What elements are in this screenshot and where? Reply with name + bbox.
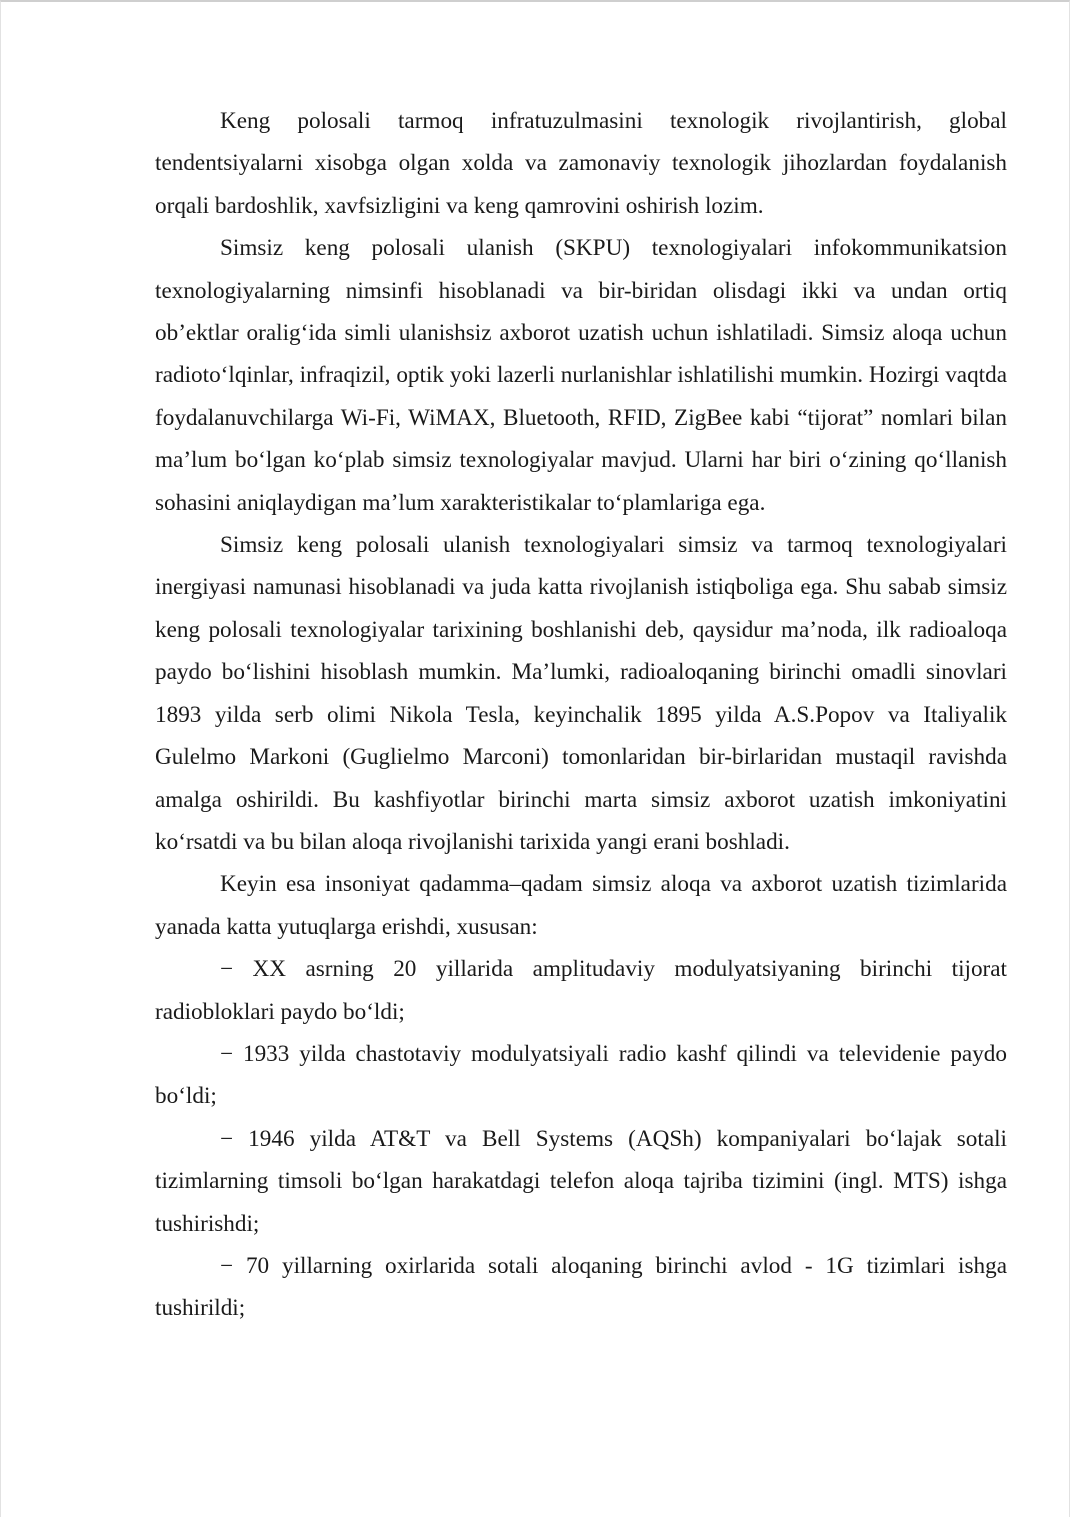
paragraph-skpu-definition: Simsiz keng polosali ulanish (SKPU) texnologiyalari infokommunikatsion texnologiyalarning nimsinfi hisoblanadi va bir-biridan olisdagi ikki va undan ortiq ob’ektlar oralig‘ida simli ulanishsiz axborot uzatish uchun ishlatiladi. Simsiz aloqa uchun radioto‘lqinlar, infraqizil, optik yoki lazerli nurlanishlar ishlatilishi mumkin. Hozirgi vaqtda foydalanuvchilarga Wi-Fi, WiMAX, Bluetooth, RFID, ZigBee kabi “tijorat” nomlari bilan ma’lum bo‘lgan ko‘plab simsiz texnologiyalar mavjud. Ularni har biri o‘zining qo‘llanish sohasini aniqlaydigan ma’lum xarakteristikalar to‘plamlariga ega. [155, 235, 1007, 516]
list-item: − 70 yillarning oxirlarida sotali aloqaning birinchi avlod - 1G tizimlari ishga tushirildi; [155, 1252, 1007, 1322]
list-item: − XX asrning 20 yillarida amplitudaviy modulyatsiyaning birinchi tijorat radiobloklari paydo bo‘ldi; [155, 956, 1007, 1025]
list-item: − 1933 yilda chastotaviy modulyatsiyali radio kashf qilindi va televidenie paydo bo‘ldi; [155, 1040, 1007, 1110]
list-item: − 1946 yilda AT&T va Bell Systems (AQSh) kompaniyalari bo‘lajak sotali tizimlarning timsoli bo‘lgan harakatdagi telefon aloqa tajriba tizimini (ingl. MTS) ishga tushirishdi; [155, 1125, 1007, 1237]
paragraph-achievements-intro: Keyin esa insoniyat qadamma–qadam simsiz aloqa va axborot uzatish tizimlarida yanada katta yutuqlarga erishdi, xususan: [155, 871, 1007, 940]
paragraph-intro: Keng polosali tarmoq infratuzulmasini texnologik rivojlantirish, global tendentsiyalarni xisobga olgan xolda va zamonaviy texnologik jihozlardan foydalanish orqali bardoshlik, xavfsizligini va keng qamrovini oshirish lozim. [155, 108, 1007, 219]
paragraph-history: Simsiz keng polosali ulanish texnologiyalari simsiz va tarmoq texnologiyalari inergiyasi namunasi hisoblanadi va juda katta rivojlanish istiqboliga ega. Shu sabab simsiz keng polosali texnologiyalar tarixining boshlanishi deb, qaysidur ma’noda, ilk radioaloqa paydo bo‘lishini hisoblash mumkin. Ma’lumki, radioaloqaning birinchi omadli sinovlari 1893 yilda serb olimi Nikola Tesla, keyinchalik 1895 yilda A.S.Popov va Italiyalik Gulelmo Markoni (Guglielmo Marconi) tomonlaridan bir-birlaridan mustaqil ravishda amalga oshirildi. Bu kashfiyotlar birinchi marta simsiz axborot uzatish imkoniyatini ko‘rsatdi va bu bilan aloqa rivojlanishi tarixida yangi erani boshladi. [155, 532, 1007, 855]
document-body [155, 100, 1007, 1330]
